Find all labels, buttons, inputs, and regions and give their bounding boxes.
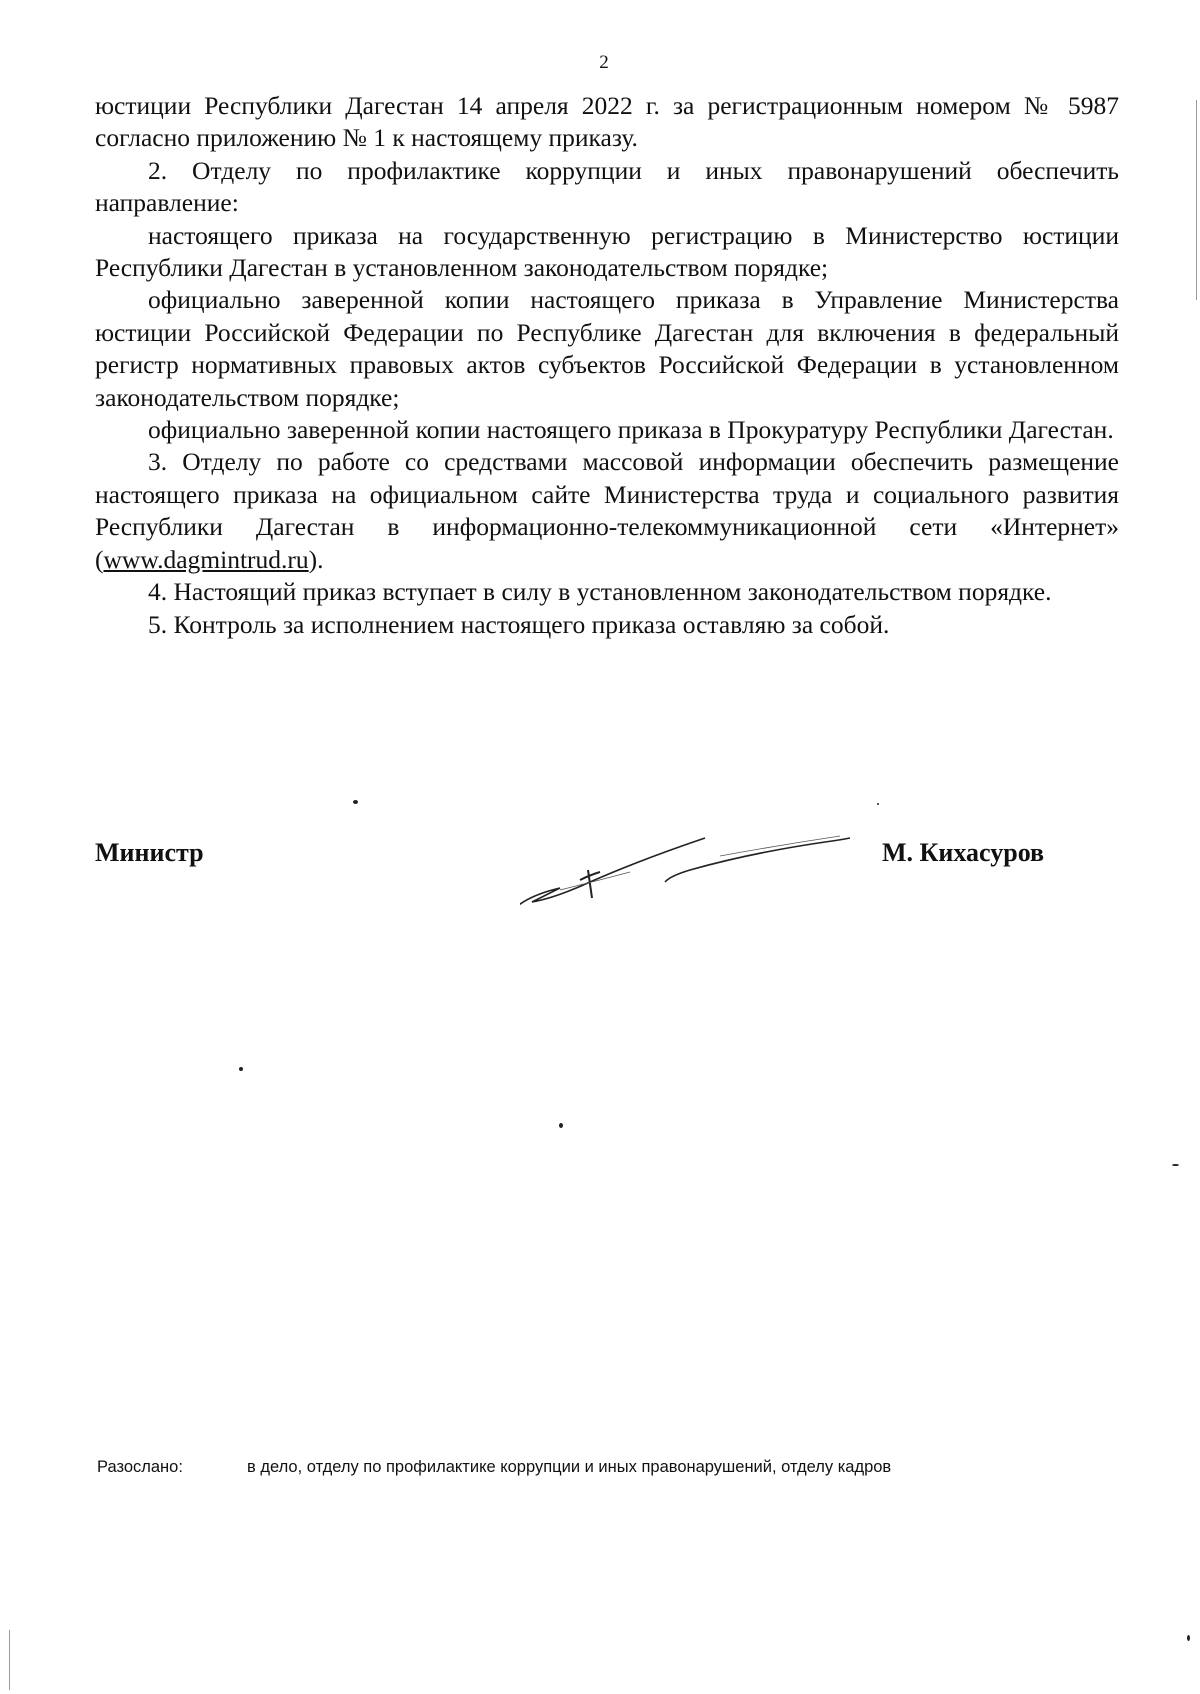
- paragraph-registration: настоящего приказа на государственную регистрацию в Министерство юстиции Республики Дагестан в установленном законодательством порядке;: [95, 220, 1119, 283]
- scan-speck: [239, 1067, 243, 1071]
- paragraph-continuation: юстиции Республики Дагестан 14 апреля 2022 г. за регистрационным номером № 5987 согласно приложению № 1 к настоящему приказу.: [95, 91, 1119, 153]
- scan-speck: [559, 1123, 563, 1128]
- scan-speck: [353, 800, 358, 804]
- page-number: 2: [599, 52, 609, 73]
- website-link[interactable]: www.dagmintrud.ru: [103, 544, 309, 574]
- paragraph-item-5: 5. Контроль за исполнением настоящего приказа оставляю за собой.: [148, 609, 890, 639]
- paragraph-item-3: [95, 446, 1119, 576]
- signature-block: [95, 838, 1119, 878]
- paragraph-item-4: 4. Настоящий приказ вступает в силу в установленном законодательством порядке.: [148, 577, 1052, 607]
- scan-edge-line: [1196, 100, 1197, 300]
- scan-speck: [877, 803, 879, 805]
- paragraph-prosecutor: официально заверенной копии настоящего приказа в Прокуратуру Республики Дагестан.: [148, 415, 1114, 445]
- scan-speck: [1187, 1635, 1190, 1641]
- scan-edge-line: [9, 1630, 10, 1690]
- paragraph-item-2: 2. Отделу по профилактике коррупции и иных правонарушений обеспечить направление:: [95, 155, 1119, 218]
- scan-speck: [1172, 1164, 1179, 1166]
- paragraph-federal-register: официально заверенной копии настоящего приказа в Управление Министерства юстиции Российской Федерации по Республике Дагестан для включения в федеральный регистр нормативных правовых актов субъектов Российской Федерации в установленном законодательством порядке;: [95, 285, 1119, 412]
- signer-position: Министр: [95, 838, 204, 867]
- item-3-text-end: ).: [308, 544, 324, 574]
- distribution-label: Разослано:: [97, 1458, 183, 1476]
- item-3-text: 3. Отделу по работе со средствами массовой информации обеспечить размещение настоящего приказа на официальном сайте Министерства труда и социального развития Республики Дагестан в информационно-телекоммуникационной сети «Интернет» (: [95, 447, 1119, 574]
- signer-name: М. Кихасуров: [882, 838, 1045, 867]
- distribution-recipients: в дело, отделу по профилактике коррупции и иных правонарушений, отделу кадров: [247, 1458, 892, 1476]
- order-body: [95, 90, 1119, 641]
